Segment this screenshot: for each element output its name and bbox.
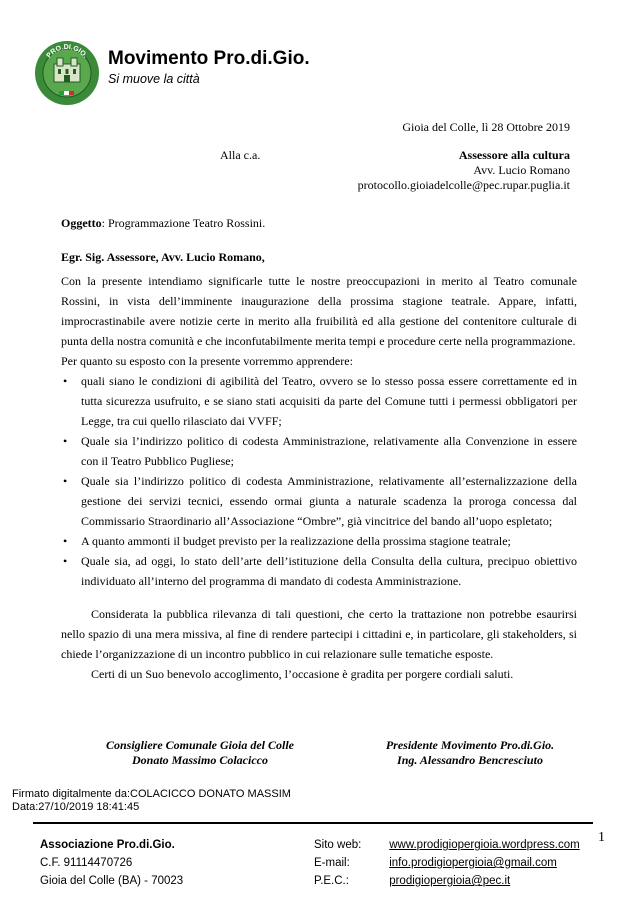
- subject-label: Oggetto: [61, 216, 102, 230]
- list-item: [61, 431, 577, 471]
- subject-text: : Programmazione Teatro Rossini.: [101, 216, 266, 230]
- list-item: [61, 531, 577, 551]
- footer-website-link[interactable]: www.prodigiopergioia.wordpress.com: [389, 839, 580, 851]
- org-name: Movimento Pro.di.Gio.: [108, 48, 310, 69]
- attention-label: Alla c.a.: [220, 148, 261, 162]
- footer-pec-label: P.E.C.:: [314, 875, 349, 887]
- recipient-email: protocollo.gioiadelcolle@pec.rupar.puglia.it: [357, 178, 570, 192]
- footer-contacts: [314, 836, 580, 890]
- footer-association: [40, 836, 183, 890]
- page-number: 1: [598, 830, 605, 845]
- footer-email-row: [314, 854, 580, 872]
- footer-website-label: Sito web:: [314, 839, 362, 851]
- signature-right-role: Presidente Movimento Pro.di.Gio.: [385, 738, 555, 752]
- recipient-block: [358, 148, 570, 193]
- footer-email-label: E-mail:: [314, 857, 350, 869]
- list-item-text: Quale sia, ad oggi, lo stato dell’arte dell’istituzione della Consulta della cultura, precipuo obiettivo individuato all’interno del programma di mandato di codesta Amministrazione.: [81, 554, 577, 588]
- recipient-name: Avv. Lucio Romano: [473, 163, 570, 177]
- footer-divider: [33, 822, 593, 824]
- list-item-text: Quale sia l’indirizzo politico di codesta Amministrazione, relativamente all’esternalizzazione della gestione dei servizi tecnici, essendo ormai giunta a naturale scadenza la proroga concessa dal Commissario Straordinario all’Associazione “Ombre”, già vincitrice del bando all’uopo espletato;: [81, 474, 577, 528]
- footer-website-row: [314, 836, 580, 854]
- lead-in: Per quanto su esposto con la presente vorremmo apprendere:: [61, 354, 353, 368]
- bullet-icon: •: [63, 374, 68, 388]
- footer-org-name: Associazione Pro.di.Gio.: [40, 839, 175, 851]
- questions-list: [61, 371, 577, 591]
- digital-signature: [12, 788, 298, 814]
- signature-left-role: Consigliere Comunale Gioia del Colle: [105, 738, 294, 752]
- footer-pec-row: [314, 872, 580, 890]
- list-item-text: Quale sia l’indirizzo politico di codesta Amministrazione, relativamente alla Convenzione in essere con il Teatro Pubblico Pugliese;: [81, 434, 577, 468]
- greeting: Certi di un Suo benevolo accoglimento, l’occasione è gradita per porgere cordiali saluti.: [91, 667, 514, 681]
- closing-paragraph: Considerata la pubblica rilevanza di tali questioni, che certo la trattazione non potrebbe esaurirsi nello spazio di una mera missiva, al fine di rendere partecipi i cittadini e, in particolare, gli stakeholders, si chiede l’organizzazione di un incontro pubblico in cui relazionare sulle tematiche esposte.: [61, 607, 577, 661]
- signature-left: [80, 738, 320, 768]
- list-item: [61, 471, 577, 531]
- subject-line: [61, 213, 577, 233]
- footer-tax-code: C.F. 91114470726: [40, 857, 133, 869]
- list-item-text: A quanto ammonti il budget previsto per la realizzazione della prossima stagione teatrale;: [81, 534, 511, 548]
- digital-signature-signer: Firmato digitalmente da:COLACICCO DONATO MASSIM: [12, 788, 291, 800]
- signature-right-name: Ing. Alessandro Bencresciuto: [397, 753, 543, 767]
- signature-right: [350, 738, 590, 768]
- logo: [34, 40, 100, 106]
- footer-email-link[interactable]: info.prodigiopergioia@gmail.com: [389, 857, 557, 869]
- bullet-icon: •: [63, 474, 68, 488]
- digital-signature-date: Data:27/10/2019 18:41:45: [12, 801, 140, 813]
- bullet-icon: •: [63, 554, 68, 568]
- letter-body: [61, 213, 577, 684]
- org-tagline: Si muove la città: [108, 72, 200, 86]
- intro-paragraph: Con la presente intendiamo significarle tutte le nostre preoccupazioni in merito al Teatro comunale Rossini, in vista dell’imminente inaugurazione della prossima stagione teatrale. Appare, infatti, improcrastinabile avere notizie certe in merito alla fruibilità ed alla gestione del contenitore culturale di punta della nostra comunità e che inconfutabilmente merita tempi e procedure certe nella programmazione.: [61, 274, 577, 348]
- list-item-text: quali siano le condizioni di agibilità del Teatro, ovvero se lo stesso possa essere correttamente ed in tutta sicurezza usufruito, e se siano stati acquisiti da parte del Comune tutti i permessi obbligatori per Legge, tra cui quello rilasciato dai VVFF;: [81, 374, 577, 428]
- signature-left-name: Donato Massimo Colacicco: [131, 753, 268, 767]
- bullet-icon: •: [63, 434, 68, 448]
- salutation: Egr. Sig. Assessore, Avv. Lucio Romano,: [61, 250, 265, 264]
- footer-address: Gioia del Colle (BA) - 70023: [40, 875, 184, 887]
- list-item: [61, 371, 577, 431]
- letter-date: Gioia del Colle, lì 28 Ottobre 2019: [402, 120, 570, 134]
- footer-pec-link[interactable]: prodigiopergioia@pec.it: [389, 875, 511, 887]
- list-item: [61, 551, 577, 591]
- bullet-icon: •: [63, 534, 68, 548]
- recipient-title: Assessore alla cultura: [458, 148, 570, 162]
- logo-text: PRO.DI.GIO.: [45, 43, 89, 60]
